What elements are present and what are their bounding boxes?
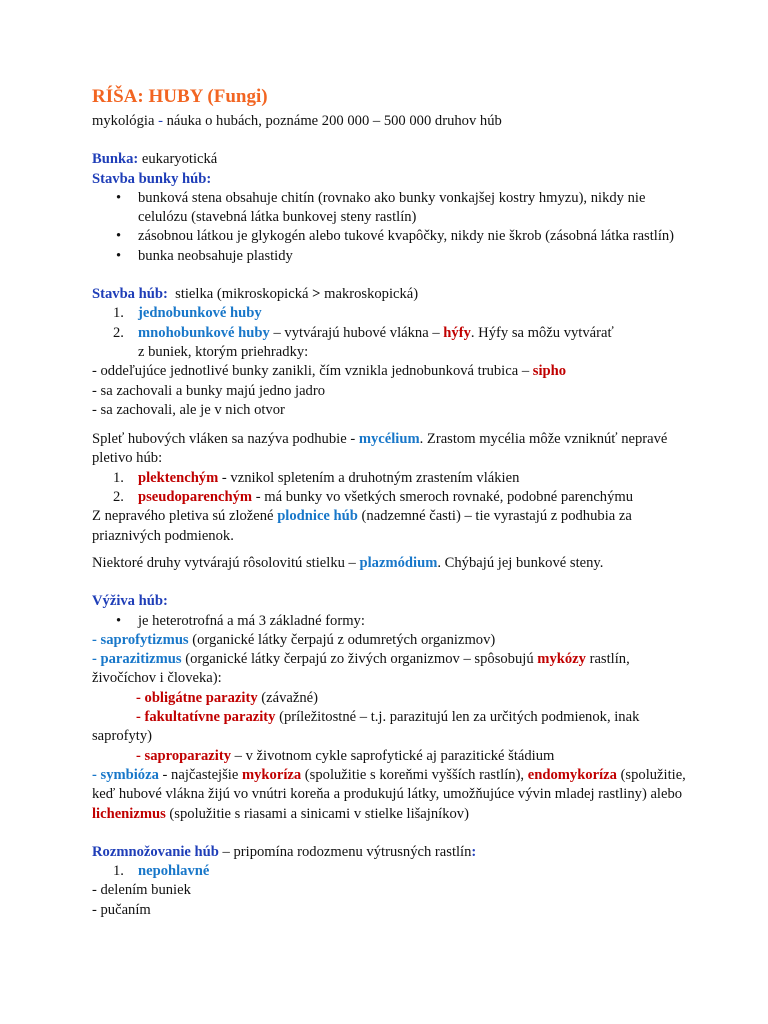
vyziva-list: [92, 612, 692, 631]
text: – pripomína rodozmenu výtrusných rastlín: [218, 843, 472, 860]
rozmnozovanie-list: [92, 862, 692, 881]
text: . Zrastom mycélia môže vzniknúť nepravé pletivo húb:: [92, 431, 668, 467]
term: - parazitizmus: [92, 651, 182, 668]
list-item: • zásobnou látkou je glykogén alebo tukové kvapôčky, nikdy nie škrob (zásobná látka rastlín): [138, 227, 692, 246]
text-line: - sa zachovali a bunky majú jedno jadro: [92, 382, 326, 399]
obligatne-line: [92, 689, 692, 708]
para-line: [92, 650, 692, 689]
list-item: • bunková stena obsahuje chitín (rovnako ako bunky vonkajšej kostry hmyzu), nikdy nie celulózu (stavebná látka bunkovej steny rastlín): [138, 189, 692, 228]
stavba-hub-text: stielka (mikroskopická: [167, 286, 313, 303]
sapro-line: [92, 631, 692, 650]
text: - má bunky vo všetkých smeroch rovnaké, podobné parenchýmu: [252, 489, 634, 506]
term: pseudoparenchým: [138, 489, 253, 506]
page-title: RÍŠA: HUBY (Fungi): [92, 86, 268, 107]
list-item: [113, 304, 692, 323]
text: Z nepravého pletiva sú zložené: [92, 508, 278, 525]
term: jednobunkové huby: [138, 305, 262, 322]
text: (príležitostné – t.j. parazitujú len za určitých podmienok, inak: [275, 709, 640, 726]
term: nepohlavné: [138, 863, 210, 880]
list-number: 2.: [113, 324, 124, 341]
term: mykoríza: [241, 766, 302, 783]
term: plodnice húb: [277, 508, 358, 525]
text: rastlín, živočíchov i človeka):: [92, 651, 630, 687]
dash: -: [136, 689, 145, 706]
text: (organické látky čerpajú zo živých organizmov – spôsobujú: [181, 651, 538, 668]
text: (spolužitie, keď hubové vlákna žijú vo vnútri koreňa a produkujú látky, umožňujúce vývin mladej rastliny) alebo: [92, 766, 686, 803]
text: Spleť hubových vláken sa nazýva podhubie -: [92, 431, 359, 448]
list-item: • je heterotrofná a má 3 základné formy:: [138, 612, 692, 631]
term: plektenchým: [138, 469, 219, 486]
list-item: • bunka neobsahuje plastidy: [138, 247, 692, 266]
vyziva-heading: Výživa húb:: [92, 593, 168, 610]
term: saproparazity: [144, 747, 231, 764]
dash: -: [136, 709, 145, 726]
greater-than: >: [312, 286, 321, 303]
term: mykózy: [537, 651, 586, 668]
text: (závažné): [257, 689, 318, 706]
list-number: 1.: [113, 469, 124, 486]
text: - oddeľujúce jednotlivé bunky zanikli, čím vznikla jednobunková trubica –: [92, 363, 533, 380]
dash: -: [136, 747, 145, 764]
document-page: [92, 85, 692, 920]
term: mycélium: [358, 431, 420, 448]
plodnice-paragraph: [92, 507, 692, 546]
term: - saprofytizmus: [92, 631, 189, 648]
saprop-line: [92, 747, 692, 766]
stavba-hub-list: [92, 304, 692, 362]
intro-dash: -: [154, 113, 167, 129]
stavba-bunky-list: [92, 189, 692, 266]
list-item: [113, 469, 692, 488]
bunka-line: [92, 150, 692, 169]
list-number: 1.: [113, 863, 124, 880]
intro-term: mykológia: [92, 113, 155, 129]
heading-label: Rozmnožovanie húb: [92, 843, 219, 860]
fakult-line-cont: saprofyty): [92, 728, 152, 745]
term: - symbióza: [92, 766, 159, 783]
term: plazmódium: [359, 554, 438, 571]
intro-line: [92, 112, 692, 131]
mycelium-list: [92, 469, 692, 508]
list-item: [113, 488, 692, 507]
term: hýfy: [443, 324, 471, 341]
text-line: - delením buniek: [92, 882, 191, 899]
term: obligátne parazity: [144, 689, 258, 706]
term: endomykoríza: [527, 766, 617, 783]
text: – vytvárajú hubové vlákna –: [269, 324, 444, 341]
list-number: 1.: [113, 305, 124, 322]
text: - najčastejšie: [158, 766, 242, 783]
term: mnohobunkové huby: [138, 324, 270, 341]
term: lichenizmus: [92, 805, 166, 822]
stavba-hub-text2: makroskopická): [320, 286, 419, 303]
text-line: [92, 362, 692, 381]
bunka-text: eukaryotická: [138, 151, 218, 168]
fakult-line: [92, 708, 692, 727]
text: - vznikol spletením a druhotným zrastením vlákien: [218, 469, 520, 486]
text-line: - sa zachovali, ale je v nich otvor: [92, 401, 285, 418]
text: Niektoré druhy vytvárajú rôsolovitú stielku –: [92, 554, 360, 571]
rozmnozovanie-heading: [92, 843, 692, 862]
intro-text: náuka o hubách, poznáme 200 000 – 500 000 druhov húb: [166, 113, 502, 129]
text: . Chýbajú jej bunkové steny.: [437, 554, 604, 571]
term: fakultatívne parazity: [144, 709, 276, 726]
list-number: 2.: [113, 489, 124, 506]
text: (spolužitie s koreňmi vyšších rastlín),: [301, 766, 528, 783]
text: (spolužitie s riasami a sinicami v stielke lišajníkov): [165, 805, 469, 822]
list-item: [113, 324, 692, 363]
mycelium-paragraph: [92, 430, 692, 469]
stavba-hub-label: Stavba húb:: [92, 286, 168, 303]
term: sipho: [532, 363, 567, 380]
text: (nadzemné časti) – tie vyrastajú z podhubia za priaznivých podmienok.: [92, 508, 632, 544]
text: z buniek, ktorým priehradky:: [138, 343, 309, 360]
text: . Hýfy sa môžu vytvárať: [470, 324, 614, 341]
stavba-bunky-heading: Stavba bunky húb:: [92, 170, 212, 187]
bunka-label: Bunka:: [92, 151, 139, 168]
list-item: [113, 862, 692, 881]
stavba-hub-line: [92, 285, 692, 304]
text: – v životnom cykle saprofytické aj parazitické štádium: [231, 747, 555, 764]
text-line: - pučaním: [92, 901, 151, 918]
plazmodium-paragraph: [92, 554, 692, 573]
colon: :: [471, 843, 477, 860]
text: (organické látky čerpajú z odumretých organizmov): [188, 631, 496, 648]
symbioza-paragraph: [92, 766, 692, 824]
